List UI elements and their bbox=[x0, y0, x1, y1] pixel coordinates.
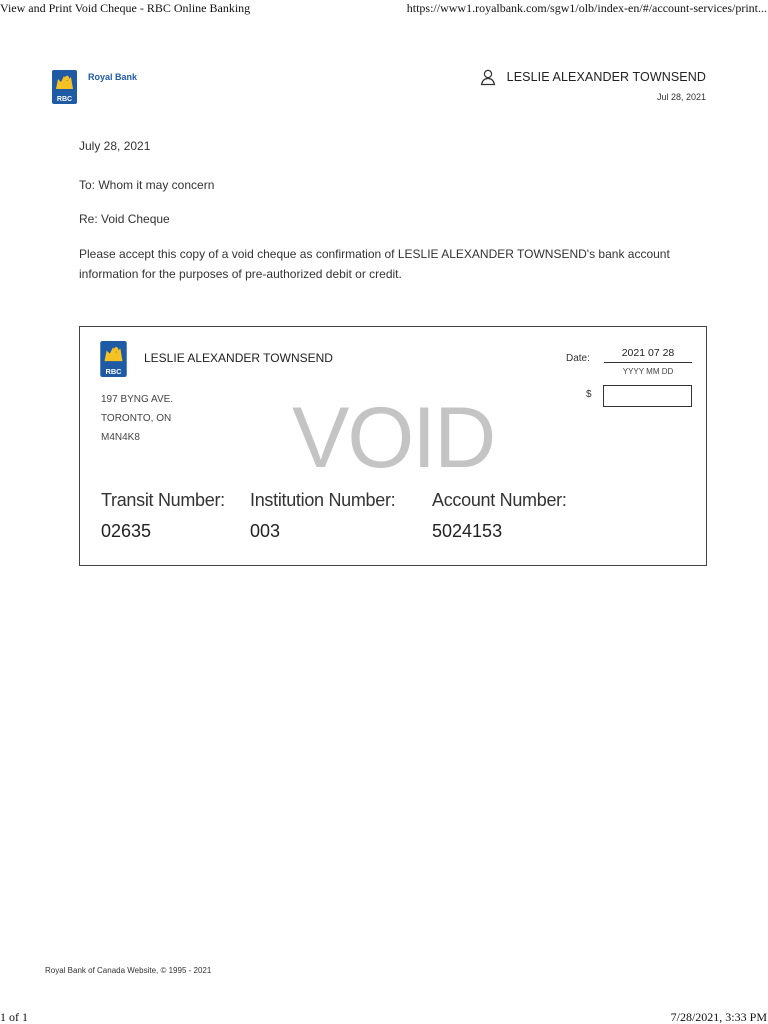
print-timestamp: 7/28/2021, 3:33 PM bbox=[670, 1010, 767, 1024]
copyright-footer: Royal Bank of Canada Website, © 1995 - 2021 bbox=[45, 966, 212, 975]
header-date: Jul 28, 2021 bbox=[656, 92, 706, 102]
user-name: LESLIE ALEXANDER TOWNSEND bbox=[506, 70, 706, 84]
cheque-date-label: Date: bbox=[566, 353, 590, 364]
print-page-url: https://www1.royalbank.com/sgw1/olb/index-en/#/account-services/print... bbox=[406, 1, 767, 15]
rbc-shield-icon bbox=[52, 70, 77, 104]
letter-date: July 28, 2021 bbox=[79, 139, 151, 153]
rbc-badge-text: RBC bbox=[56, 96, 73, 103]
page-count: 1 of 1 bbox=[0, 1010, 28, 1024]
letter-body: Please accept this copy of a void cheque as confirmation of LESLIE ALEXANDER TOWNSEND's bank account information for the purposes of pre-authorized debit or credit. bbox=[79, 247, 670, 281]
user-icon bbox=[479, 68, 497, 86]
institution-label: Institution Number: bbox=[250, 490, 396, 510]
account-number: 5024153 bbox=[432, 521, 503, 541]
account-label: Account Number: bbox=[432, 490, 567, 510]
user-profile bbox=[479, 68, 706, 102]
letter-recipient: To: Whom it may concern bbox=[79, 178, 215, 192]
void-watermark: VOID bbox=[292, 390, 495, 486]
bank-name: Royal Bank bbox=[88, 72, 138, 82]
address-line: 197 BYNG AVE. bbox=[101, 394, 174, 405]
address-line: TORONTO, ON bbox=[101, 413, 172, 424]
rbc-logo[interactable] bbox=[52, 70, 172, 110]
cheque-date-format: YYYY MM DD bbox=[622, 367, 674, 376]
currency-symbol: $ bbox=[586, 389, 592, 400]
institution-number: 003 bbox=[250, 521, 281, 541]
transit-number: 02635 bbox=[101, 521, 152, 541]
cheque-date-value: 2021 07 28 bbox=[604, 347, 692, 363]
letter-subject: Re: Void Cheque bbox=[79, 212, 170, 226]
rbc-badge-text: RBC bbox=[105, 366, 122, 376]
transit-label: Transit Number: bbox=[101, 490, 225, 510]
cheque-address bbox=[101, 390, 173, 447]
rbc-shield-icon bbox=[100, 341, 127, 377]
cheque-holder-name: LESLIE ALEXANDER TOWNSEND bbox=[144, 351, 333, 365]
amount-box bbox=[603, 385, 692, 407]
void-cheque bbox=[79, 326, 707, 566]
print-page-title: View and Print Void Cheque - RBC Online Banking bbox=[0, 1, 251, 15]
address-line: M4N4K8 bbox=[101, 432, 140, 443]
